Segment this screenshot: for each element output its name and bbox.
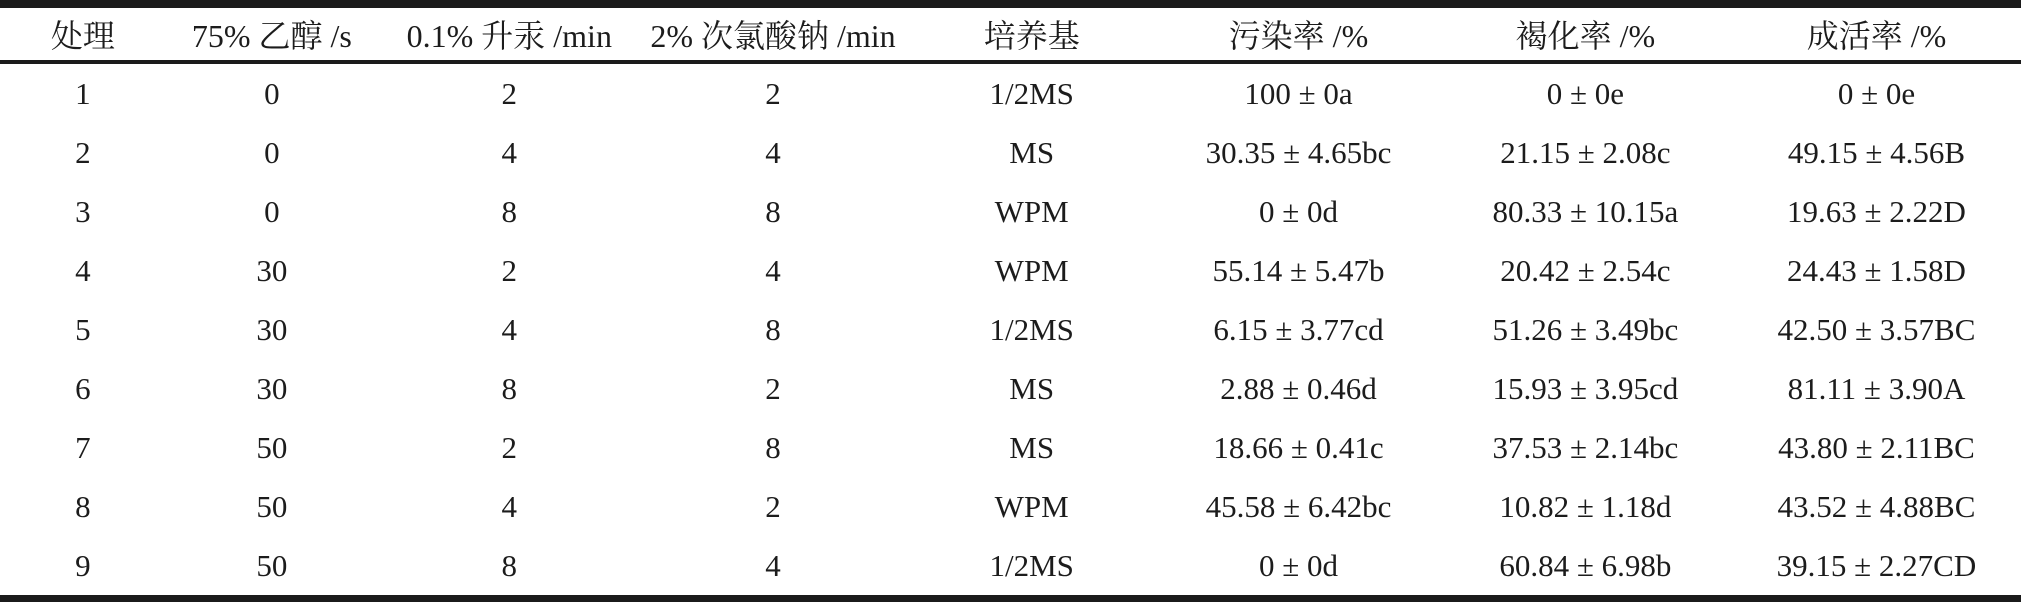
cell-medium: 1/2MS xyxy=(989,311,1074,347)
table-row xyxy=(0,359,2021,418)
cell-survival-rate: 39.15 ± 2.27CD xyxy=(1776,547,1977,583)
cell-survival-rate: 43.52 ± 4.88BC xyxy=(1777,488,1976,524)
cell-browning-rate: 20.42 ± 2.54c xyxy=(1500,252,1671,288)
table-row xyxy=(0,182,2021,241)
cell-mercuric-chloride: 8 xyxy=(501,193,518,229)
cell-contamination-rate: 0 ± 0d xyxy=(1258,547,1338,583)
cell-contamination-rate: 0 ± 0d xyxy=(1258,193,1338,229)
table-row xyxy=(0,477,2021,536)
cell-survival-rate: 49.15 ± 4.56B xyxy=(1787,134,1966,170)
cell-ethanol: 50 xyxy=(256,429,288,465)
cell-treatment: 6 xyxy=(75,370,91,406)
cell-treatment: 1 xyxy=(75,75,91,111)
table-row xyxy=(0,418,2021,477)
cell-browning-rate: 0 ± 0e xyxy=(1546,75,1625,111)
cell-ethanol: 30 xyxy=(256,252,288,288)
cell-survival-rate: 42.50 ± 3.57BC xyxy=(1777,311,1976,347)
cell-sodium-hypochlorite: 2 xyxy=(765,488,781,524)
cell-mercuric-chloride: 4 xyxy=(501,488,518,524)
col-header-contamination-rate: 污染率 /% xyxy=(1228,18,1369,54)
cell-medium: WPM xyxy=(994,193,1069,229)
cell-mercuric-chloride: 4 xyxy=(501,134,518,170)
cell-medium: WPM xyxy=(994,488,1069,524)
col-header-survival-rate: 成活率 /% xyxy=(1806,18,1947,54)
cell-browning-rate: 10.82 ± 1.18d xyxy=(1499,488,1672,524)
cell-treatment: 8 xyxy=(75,488,91,524)
cell-sodium-hypochlorite: 8 xyxy=(765,429,781,465)
table-row xyxy=(0,300,2021,359)
cell-medium: MS xyxy=(1009,429,1055,465)
cell-ethanol: 30 xyxy=(256,370,288,406)
header-row xyxy=(0,4,2021,62)
table-row xyxy=(0,536,2021,599)
cell-ethanol: 0 xyxy=(264,75,280,111)
cell-contamination-rate: 45.58 ± 6.42bc xyxy=(1205,488,1392,524)
cell-treatment: 3 xyxy=(75,193,91,229)
cell-ethanol: 0 xyxy=(264,193,280,229)
cell-browning-rate: 21.15 ± 2.08c xyxy=(1500,134,1671,170)
table-body xyxy=(0,62,2021,599)
cell-mercuric-chloride: 4 xyxy=(501,311,518,347)
cell-treatment: 7 xyxy=(75,429,91,465)
cell-contamination-rate: 6.15 ± 3.77cd xyxy=(1213,311,1384,347)
cell-contamination-rate: 55.14 ± 5.47b xyxy=(1212,252,1385,288)
cell-medium: 1/2MS xyxy=(989,75,1074,111)
col-header-medium: 培养基 xyxy=(983,18,1080,54)
cell-browning-rate: 80.33 ± 10.15a xyxy=(1492,193,1679,229)
cell-medium: MS xyxy=(1009,134,1055,170)
cell-contamination-rate: 30.35 ± 4.65bc xyxy=(1205,134,1392,170)
cell-sodium-hypochlorite: 8 xyxy=(765,193,781,229)
col-header-sodium-hypochlorite: 2% 次氯酸钠 /min xyxy=(650,18,896,54)
cell-medium: MS xyxy=(1009,370,1055,406)
cell-survival-rate: 19.63 ± 2.22D xyxy=(1787,193,1966,229)
col-header-treatment: 处理 xyxy=(50,18,115,54)
cell-survival-rate: 43.80 ± 2.11BC xyxy=(1778,429,1975,465)
cell-treatment: 2 xyxy=(75,134,91,170)
cell-mercuric-chloride: 2 xyxy=(501,429,518,465)
cell-contamination-rate: 2.88 ± 0.46d xyxy=(1220,370,1377,406)
cell-ethanol: 50 xyxy=(256,547,288,583)
cell-browning-rate: 60.84 ± 6.98b xyxy=(1499,547,1672,583)
cell-mercuric-chloride: 8 xyxy=(501,547,518,583)
cell-mercuric-chloride: 2 xyxy=(501,252,518,288)
cell-sodium-hypochlorite: 4 xyxy=(765,252,781,288)
cell-contamination-rate: 18.66 ± 0.41c xyxy=(1213,429,1384,465)
cell-sodium-hypochlorite: 8 xyxy=(765,311,781,347)
cell-treatment: 4 xyxy=(75,252,91,288)
cell-ethanol: 50 xyxy=(256,488,288,524)
table-row xyxy=(0,62,2021,123)
cell-sodium-hypochlorite: 4 xyxy=(765,134,781,170)
cell-sodium-hypochlorite: 2 xyxy=(765,370,781,406)
cell-browning-rate: 51.26 ± 3.49bc xyxy=(1492,311,1679,347)
cell-ethanol: 0 xyxy=(264,134,280,170)
cell-mercuric-chloride: 8 xyxy=(501,370,518,406)
cell-survival-rate: 24.43 ± 1.58D xyxy=(1787,252,1966,288)
cell-treatment: 9 xyxy=(75,547,91,583)
cell-ethanol: 30 xyxy=(256,311,288,347)
cell-survival-rate: 0 ± 0e xyxy=(1837,75,1916,111)
cell-sodium-hypochlorite: 4 xyxy=(765,547,781,583)
col-header-browning-rate: 褐化率 /% xyxy=(1515,18,1656,54)
cell-medium: 1/2MS xyxy=(989,547,1074,583)
table-header xyxy=(0,4,2021,62)
cell-survival-rate: 81.11 ± 3.90A xyxy=(1787,370,1966,406)
table-row xyxy=(0,123,2021,182)
cell-treatment: 5 xyxy=(75,311,91,347)
cell-medium: WPM xyxy=(994,252,1069,288)
cell-browning-rate: 15.93 ± 3.95cd xyxy=(1492,370,1679,406)
col-header-ethanol: 75% 乙醇 /s xyxy=(191,18,352,54)
cell-sodium-hypochlorite: 2 xyxy=(765,75,781,111)
col-header-mercuric-chloride: 0.1% 升汞 /min xyxy=(406,18,612,54)
table-row xyxy=(0,241,2021,300)
cell-browning-rate: 37.53 ± 2.14bc xyxy=(1492,429,1679,465)
cell-contamination-rate: 100 ± 0a xyxy=(1244,75,1353,111)
cell-mercuric-chloride: 2 xyxy=(501,75,518,111)
